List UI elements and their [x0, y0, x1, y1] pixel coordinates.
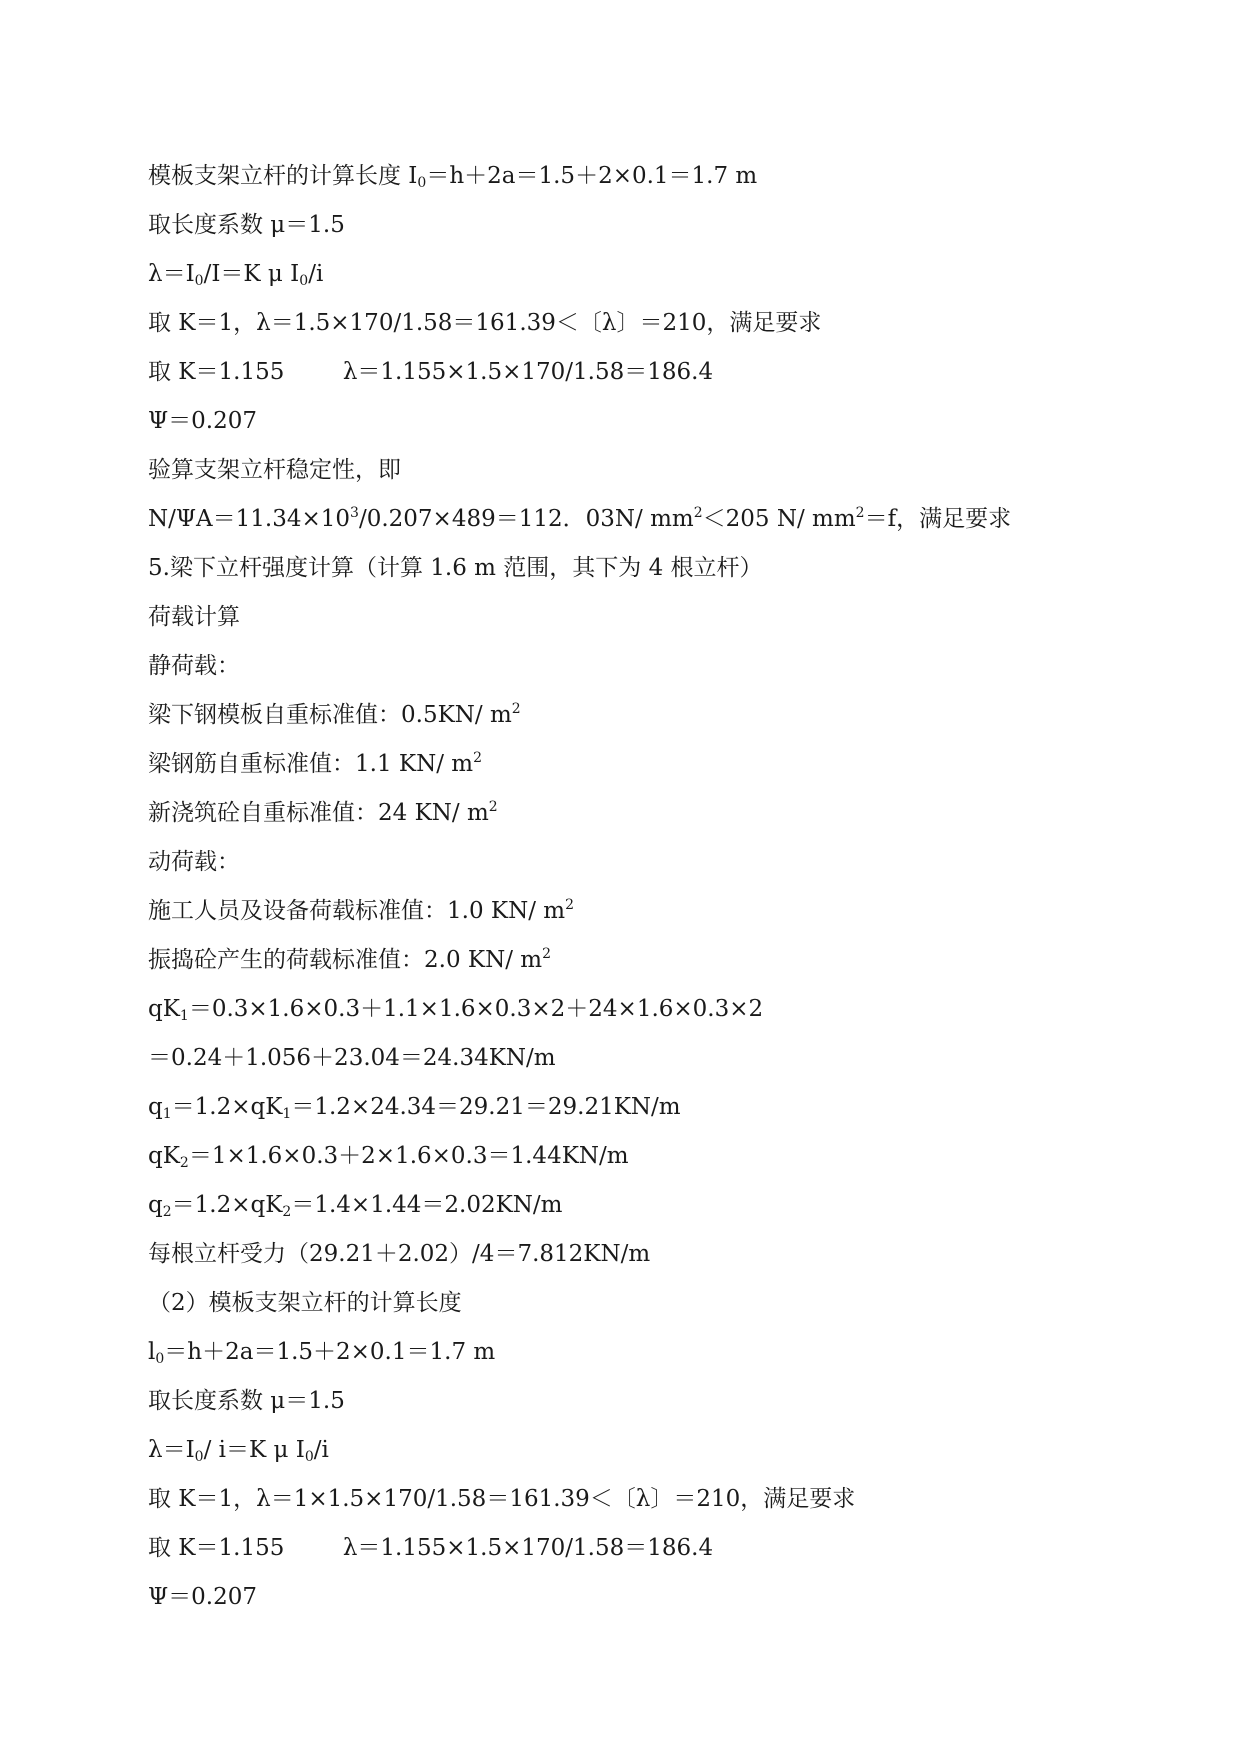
text-line — [148, 593, 1148, 642]
subscript: 0 — [299, 273, 309, 289]
superscript: 2 — [565, 897, 574, 913]
text-line — [148, 299, 1148, 348]
text-line — [148, 740, 1148, 789]
text-run: 每根立杆受力（29.21＋2.02）/4＝7.812KN/m — [148, 1241, 651, 1267]
text-run: 验算支架立杆稳定性，即 — [148, 457, 401, 483]
subscript: 1 — [162, 1106, 172, 1122]
text-run: ＝1.4×1.44＝2.02KN/m — [291, 1192, 563, 1218]
text-run: ＝1.2×qK — [171, 1094, 283, 1120]
text-run: ＝0.3×1.6×0.3＋1.1×1.6×0.3×2＋24×1.6×0.3×2 — [188, 996, 764, 1022]
text-run: 振捣砼产生的荷载标准值：2.0 KN/ m — [148, 947, 543, 973]
text-line — [148, 887, 1148, 936]
text-run: 5.梁下立杆强度计算（计算 1.6 m 范围，其下为 4 根立杆） — [148, 555, 763, 581]
text-run: λ＝I — [148, 1437, 195, 1463]
subscript: 0 — [194, 1449, 204, 1465]
text-run: ＜205 N/ mm — [702, 506, 856, 532]
superscript: 3 — [350, 505, 359, 521]
subscript: 2 — [162, 1204, 172, 1220]
text-line — [148, 1279, 1148, 1328]
text-run: 取 K＝1，λ＝1×1.5×170/1.58＝161.39＜〔λ〕＝210，满足要求 — [148, 1486, 856, 1512]
text-line — [148, 1328, 1148, 1377]
text-run: /I＝K μ I — [203, 261, 300, 287]
text-run: 取长度系数 μ＝1.5 — [148, 212, 345, 238]
subscript: 0 — [194, 273, 204, 289]
text-line — [148, 1573, 1148, 1622]
text-run: 模板支架立杆的计算长度 I — [148, 163, 418, 189]
subscript: 2 — [282, 1204, 292, 1220]
text-run: ＝h＋2a＝1.5＋2×0.1＝1.7 m — [164, 1339, 496, 1365]
text-run: 梁下钢模板自重标准值：0.5KN/ m — [148, 702, 512, 728]
text-run: /i — [308, 261, 324, 287]
document-body — [148, 152, 1148, 1622]
subscript: 1 — [179, 1008, 189, 1024]
subscript: 0 — [155, 1351, 165, 1367]
text-run: 取 K＝1.155 λ＝1.155×1.5×170/1.58＝186.4 — [148, 1535, 714, 1561]
text-run: ＝1×1.6×0.3＋2×1.6×0.3＝1.44KN/m — [188, 1143, 629, 1169]
text-line — [148, 250, 1148, 299]
text-run: q — [148, 1094, 163, 1120]
text-run: 荷载计算 — [148, 604, 240, 630]
superscript: 2 — [693, 505, 703, 521]
text-run: ＝0.24＋1.056＋23.04＝24.34KN/m — [148, 1045, 556, 1071]
text-line — [148, 985, 1148, 1034]
text-run: ＝f，满足要求 — [864, 506, 1012, 532]
text-line — [148, 1181, 1148, 1230]
text-run: 取 K＝1，λ＝1.5×170/1.58＝161.39＜〔λ〕＝210，满足要求 — [148, 310, 822, 336]
subscript: 2 — [179, 1155, 189, 1171]
subscript: 0 — [304, 1449, 314, 1465]
text-run: / i＝K μ I — [203, 1437, 305, 1463]
text-line — [148, 446, 1148, 495]
text-run: Ψ＝0.207 — [148, 1584, 258, 1610]
text-line — [148, 495, 1148, 544]
text-line — [148, 397, 1148, 446]
text-run: 取 K＝1.155 λ＝1.155×1.5×170/1.58＝186.4 — [148, 359, 714, 385]
text-line — [148, 1524, 1148, 1573]
text-run: /i — [313, 1437, 329, 1463]
superscript: 2 — [511, 701, 521, 717]
text-line — [148, 936, 1148, 985]
text-run: /0.207×489＝112．03N/ mm — [358, 506, 694, 532]
text-run: 梁钢筋自重标准值：1.1 KN/ m — [148, 751, 474, 777]
text-run: Ψ＝0.207 — [148, 408, 258, 434]
text-run: 施工人员及设备荷载标准值：1.0 KN/ m — [148, 898, 566, 924]
text-line — [148, 1475, 1148, 1524]
text-line — [148, 1426, 1148, 1475]
text-line — [148, 1132, 1148, 1181]
text-run: 取长度系数 μ＝1.5 — [148, 1388, 345, 1414]
text-run: ＝1.2×qK — [171, 1192, 283, 1218]
text-line — [148, 544, 1148, 593]
text-line — [148, 152, 1148, 201]
text-line — [148, 838, 1148, 887]
text-run: l — [148, 1339, 156, 1365]
text-line — [148, 1083, 1148, 1132]
text-run: λ＝I — [148, 261, 195, 287]
text-line — [148, 691, 1148, 740]
text-run: qK — [148, 1143, 180, 1169]
superscript: 2 — [855, 505, 865, 521]
text-line — [148, 789, 1148, 838]
text-run: qK — [148, 996, 180, 1022]
superscript: 2 — [542, 946, 551, 962]
text-run: N/ΨA＝11.34×10 — [148, 506, 351, 532]
text-run: ＝1.2×24.34＝29.21＝29.21KN/m — [291, 1094, 681, 1120]
superscript: 2 — [473, 750, 482, 766]
text-run: （2）模板支架立杆的计算长度 — [148, 1290, 462, 1316]
text-line — [148, 642, 1148, 691]
text-run: 动荷载： — [148, 849, 240, 875]
text-line — [148, 201, 1148, 250]
superscript: 2 — [488, 799, 498, 815]
text-run: q — [148, 1192, 163, 1218]
text-line — [148, 1377, 1148, 1426]
subscript: 1 — [282, 1106, 292, 1122]
text-line — [148, 1034, 1148, 1083]
subscript: 0 — [417, 175, 427, 191]
text-line — [148, 348, 1148, 397]
text-run: 新浇筑砼自重标准值：24 KN/ m — [148, 800, 489, 826]
text-run: ＝h＋2a＝1.5＋2×0.1＝1.7 m — [426, 163, 758, 189]
text-run: 静荷载： — [148, 653, 240, 679]
text-line — [148, 1230, 1148, 1279]
